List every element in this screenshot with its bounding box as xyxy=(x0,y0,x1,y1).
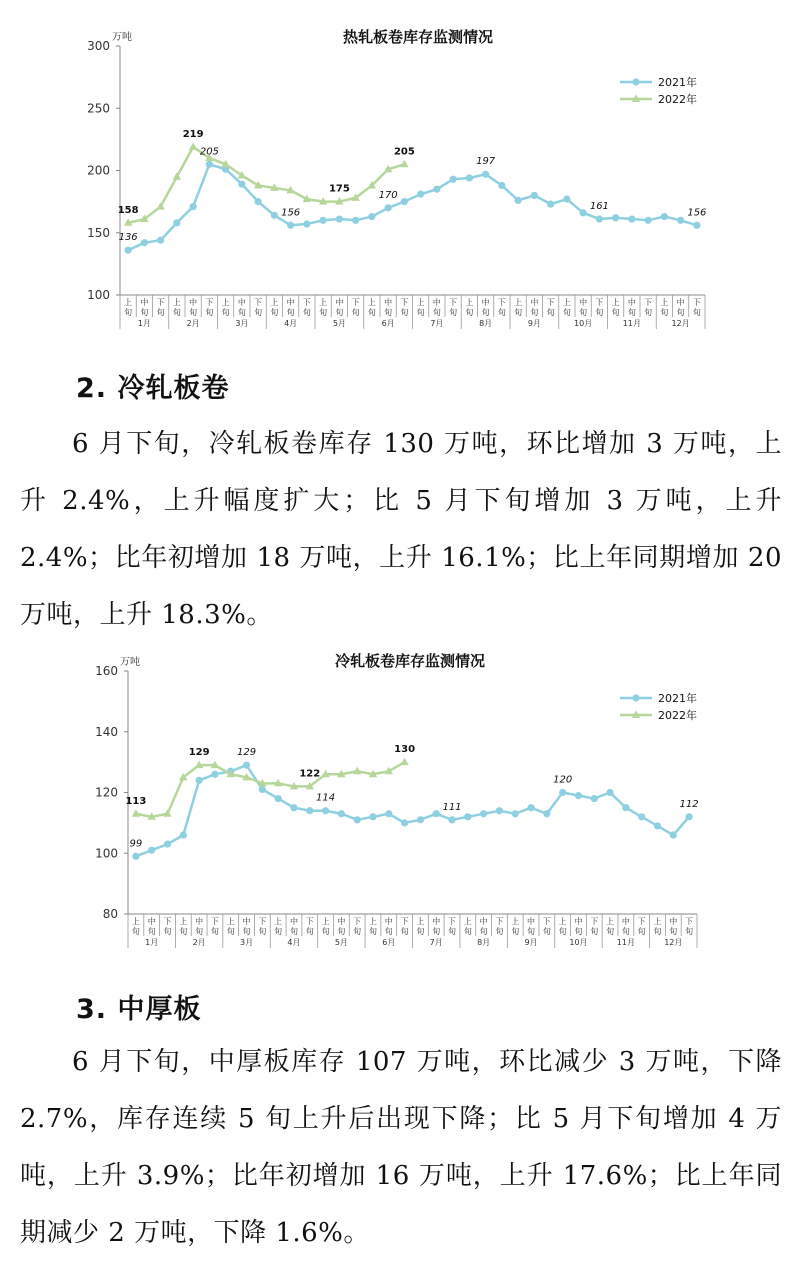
data-point-2021 xyxy=(385,204,392,211)
y-tick-label: 80 xyxy=(102,907,118,921)
data-label: 113 xyxy=(125,795,147,807)
x-period-label-bottom: 旬 xyxy=(205,308,214,317)
data-point-2021 xyxy=(275,795,282,802)
data-point-2021 xyxy=(450,176,457,183)
data-point-2021 xyxy=(433,810,440,817)
chart-title: 热轧板卷库存监测情况 xyxy=(342,28,494,46)
x-period-label-top: 下 xyxy=(210,917,219,926)
x-period-label-bottom: 旬 xyxy=(590,927,599,936)
data-point-2021 xyxy=(628,215,635,222)
x-period-label-bottom: 旬 xyxy=(400,927,409,936)
x-period-label-top: 中 xyxy=(621,917,630,926)
x-period-label-top: 上 xyxy=(172,298,181,307)
x-period-label-bottom: 旬 xyxy=(546,308,555,317)
x-month-label: 5月 xyxy=(332,319,346,328)
series-line-2022年 xyxy=(136,762,405,817)
x-period-label-top: 中 xyxy=(147,917,156,926)
x-period-label-bottom: 旬 xyxy=(353,927,362,936)
x-period-label-top: 中 xyxy=(337,917,346,926)
data-point-2021 xyxy=(206,161,213,168)
data-point-2022 xyxy=(132,809,140,817)
x-period-label-bottom: 旬 xyxy=(495,927,504,936)
data-label: 197 xyxy=(476,156,496,168)
x-month-label: 10月 xyxy=(569,938,588,947)
data-point-2021 xyxy=(622,804,629,811)
x-month-label: 3月 xyxy=(235,319,249,328)
x-period-label-bottom: 旬 xyxy=(237,308,246,317)
x-month-label: 11月 xyxy=(616,938,635,947)
data-point-2021 xyxy=(148,847,155,854)
data-point-2021 xyxy=(527,804,534,811)
x-period-label-top: 中 xyxy=(676,298,685,307)
x-month-label: 11月 xyxy=(622,319,641,328)
x-period-label-top: 下 xyxy=(400,298,409,307)
x-period-label-bottom: 旬 xyxy=(432,927,441,936)
x-period-label-bottom: 旬 xyxy=(676,308,685,317)
x-month-label: 9月 xyxy=(524,938,538,947)
x-period-label-top: 中 xyxy=(627,298,636,307)
x-period-label-bottom: 旬 xyxy=(644,308,653,317)
x-period-label-top: 下 xyxy=(258,917,267,926)
x-period-label-bottom: 旬 xyxy=(124,308,133,317)
data-point-2021 xyxy=(417,816,424,823)
x-period-label-top: 下 xyxy=(254,298,263,307)
series-line-2021年 xyxy=(128,164,697,250)
data-point-2021 xyxy=(157,237,164,244)
x-period-label-bottom: 旬 xyxy=(258,927,267,936)
x-month-label: 1月 xyxy=(137,319,151,328)
x-period-label-top: 上 xyxy=(660,298,669,307)
x-period-label-bottom: 旬 xyxy=(527,927,536,936)
x-month-label: 8月 xyxy=(477,938,491,947)
x-period-label-bottom: 旬 xyxy=(463,927,472,936)
data-point-2021 xyxy=(580,209,587,216)
x-month-label: 3月 xyxy=(239,938,254,947)
x-period-label-top: 中 xyxy=(432,917,441,926)
x-period-label-bottom: 旬 xyxy=(335,308,344,317)
data-point-2021 xyxy=(531,192,538,199)
data-point-2021 xyxy=(547,201,554,208)
data-point-2021 xyxy=(661,213,668,220)
x-period-label-top: 上 xyxy=(274,917,283,926)
x-period-label-top: 上 xyxy=(416,917,425,926)
x-period-label-bottom: 旬 xyxy=(481,308,490,317)
x-period-label-top: 下 xyxy=(590,917,599,926)
x-period-label-top: 上 xyxy=(562,298,571,307)
x-period-label-top: 下 xyxy=(692,298,701,307)
data-point-2021 xyxy=(464,813,471,820)
cold-rolled-chart-svg xyxy=(0,640,800,960)
x-period-label-top: 上 xyxy=(270,298,279,307)
data-point-2021 xyxy=(132,853,139,860)
data-label: 170 xyxy=(378,189,398,201)
x-period-label-bottom: 旬 xyxy=(195,927,204,936)
x-period-label-bottom: 旬 xyxy=(660,308,669,317)
data-label: 158 xyxy=(117,204,139,216)
data-point-2021 xyxy=(693,222,700,229)
data-point-2021 xyxy=(466,174,473,181)
plate-text: 6 月下旬，中厚板库存 107 万吨，环比减少 3 万吨，下降 2.7%，库存连续 5 旬上升后出现下降；比 5 月下旬增加 4 万吨，上升 3.9%；比年初增加 16 万吨，上升 17.6%；比上年同期减少 2 万吨，下降 1.6%。 xyxy=(20,1047,782,1248)
data-point-2022 xyxy=(163,809,171,817)
data-point-2022 xyxy=(400,160,408,168)
x-period-label-bottom: 旬 xyxy=(448,927,457,936)
data-point-2022 xyxy=(400,758,408,766)
data-label: 120 xyxy=(553,774,573,786)
x-period-label-top: 中 xyxy=(384,917,393,926)
x-period-label-top: 上 xyxy=(416,298,425,307)
data-point-2021 xyxy=(303,220,310,227)
x-period-label-top: 上 xyxy=(463,917,472,926)
data-point-2021 xyxy=(563,196,570,203)
x-period-label-top: 下 xyxy=(685,917,694,926)
plate-paragraph xyxy=(20,1034,782,1262)
x-period-label-bottom: 旬 xyxy=(302,308,311,317)
x-period-label-bottom: 旬 xyxy=(384,308,393,317)
x-period-label-top: 上 xyxy=(226,917,235,926)
x-period-label-top: 下 xyxy=(400,917,409,926)
x-period-label-bottom: 旬 xyxy=(384,927,393,936)
chart-title: 冷轧板卷库存监测情况 xyxy=(334,652,486,670)
data-label: 156 xyxy=(281,207,301,219)
data-point-2021 xyxy=(368,213,375,220)
x-period-label-top: 中 xyxy=(481,298,490,307)
x-period-label-bottom: 旬 xyxy=(497,308,506,317)
x-period-label-bottom: 旬 xyxy=(221,308,230,317)
data-label: 175 xyxy=(328,183,350,195)
x-period-label-bottom: 旬 xyxy=(270,308,279,317)
x-period-label-top: 上 xyxy=(606,917,615,926)
data-point-2021 xyxy=(677,217,684,224)
data-point-2021 xyxy=(141,239,148,246)
x-period-label-bottom: 旬 xyxy=(530,308,539,317)
x-period-label-top: 上 xyxy=(131,917,140,926)
x-period-label-bottom: 旬 xyxy=(131,927,140,936)
x-month-label: 12月 xyxy=(664,938,683,947)
y-tick-label: 150 xyxy=(87,225,110,240)
hot-rolled-inventory-chart xyxy=(0,0,800,340)
data-label: 161 xyxy=(589,201,609,213)
x-period-label-top: 中 xyxy=(335,298,344,307)
x-period-label-bottom: 旬 xyxy=(416,927,425,936)
x-period-label-bottom: 旬 xyxy=(179,927,188,936)
section-heading-plate: 3. 中厚板 xyxy=(76,994,202,1025)
x-period-label-bottom: 旬 xyxy=(416,308,425,317)
data-point-2021 xyxy=(180,831,187,838)
data-point-2021 xyxy=(271,212,278,219)
x-period-label-top: 中 xyxy=(527,917,536,926)
x-period-label-bottom: 旬 xyxy=(319,308,328,317)
data-point-2021 xyxy=(654,822,661,829)
x-period-label-bottom: 旬 xyxy=(400,308,409,317)
legend-label: 2021年 xyxy=(658,692,697,705)
data-point-2021 xyxy=(401,819,408,826)
x-period-label-bottom: 旬 xyxy=(163,927,172,936)
data-point-2021 xyxy=(559,789,566,796)
x-period-label-top: 中 xyxy=(242,917,251,926)
x-month-label: 12月 xyxy=(671,319,690,328)
x-period-label-top: 下 xyxy=(353,917,362,926)
x-period-label-bottom: 旬 xyxy=(254,308,263,317)
x-month-label: 5月 xyxy=(334,938,348,947)
data-label: 114 xyxy=(316,792,336,804)
x-period-label-bottom: 旬 xyxy=(514,308,523,317)
y-tick-label: 140 xyxy=(95,724,118,739)
x-period-label-top: 上 xyxy=(321,917,330,926)
x-period-label-bottom: 旬 xyxy=(511,927,520,936)
x-period-label-top: 下 xyxy=(302,298,311,307)
data-point-2021 xyxy=(352,217,359,224)
x-period-label-bottom: 旬 xyxy=(637,927,646,936)
data-point-2021 xyxy=(433,186,440,193)
x-period-label-bottom: 旬 xyxy=(669,927,678,936)
data-label: 99 xyxy=(129,838,143,850)
x-period-label-top: 下 xyxy=(637,917,646,926)
data-label: 112 xyxy=(679,798,699,810)
x-period-label-top: 下 xyxy=(644,298,653,307)
data-point-2021 xyxy=(322,807,329,814)
data-point-2021 xyxy=(190,203,197,210)
data-point-2021 xyxy=(670,831,677,838)
data-point-2021 xyxy=(290,804,297,811)
x-period-label-bottom: 旬 xyxy=(562,308,571,317)
x-month-label: 4月 xyxy=(287,938,301,947)
x-period-label-top: 中 xyxy=(574,917,583,926)
x-period-label-bottom: 旬 xyxy=(172,308,181,317)
data-point-2021 xyxy=(401,198,408,205)
data-point-2022 xyxy=(189,142,197,150)
x-period-label-bottom: 旬 xyxy=(692,308,701,317)
x-period-label-top: 中 xyxy=(579,298,588,307)
y-tick-label: 200 xyxy=(87,163,110,178)
data-point-2021 xyxy=(385,810,392,817)
x-period-label-top: 下 xyxy=(495,917,504,926)
x-period-label-bottom: 旬 xyxy=(367,308,376,317)
x-period-label-top: 上 xyxy=(611,298,620,307)
x-period-label-top: 中 xyxy=(140,298,149,307)
x-period-label-top: 下 xyxy=(542,917,551,926)
x-period-label-top: 中 xyxy=(384,298,393,307)
data-point-2021 xyxy=(496,807,503,814)
y-tick-label: 160 xyxy=(95,664,118,678)
data-point-2021 xyxy=(645,217,652,224)
x-period-label-bottom: 旬 xyxy=(653,927,662,936)
x-period-label-top: 中 xyxy=(237,298,246,307)
x-period-label-bottom: 旬 xyxy=(337,927,346,936)
legend-marker xyxy=(632,694,639,701)
y-tick-label: 250 xyxy=(87,101,110,116)
x-month-label: 7月 xyxy=(430,319,444,328)
data-point-2021 xyxy=(338,810,345,817)
x-month-label: 2月 xyxy=(192,938,206,947)
x-period-label-bottom: 旬 xyxy=(595,308,604,317)
x-period-label-bottom: 旬 xyxy=(558,927,567,936)
x-period-label-bottom: 旬 xyxy=(432,308,441,317)
data-point-2021 xyxy=(259,786,266,793)
cold-rolled-paragraph xyxy=(20,416,782,644)
data-point-2021 xyxy=(173,219,180,226)
x-period-label-bottom: 旬 xyxy=(147,927,156,936)
section-heading-cold-rolled: 2. 冷轧板卷 xyxy=(76,373,230,404)
x-period-label-top: 上 xyxy=(465,298,474,307)
x-period-label-top: 中 xyxy=(669,917,678,926)
hot-rolled-chart-svg xyxy=(0,0,800,340)
data-label: 111 xyxy=(442,801,462,813)
x-period-label-top: 上 xyxy=(221,298,230,307)
x-period-label-top: 中 xyxy=(189,298,198,307)
x-period-label-top: 上 xyxy=(514,298,523,307)
y-tick-label: 100 xyxy=(87,288,110,302)
legend-label: 2022年 xyxy=(658,709,697,722)
data-label: 219 xyxy=(182,128,204,140)
data-point-2021 xyxy=(320,217,327,224)
data-label: 205 xyxy=(393,146,415,158)
x-period-label-bottom: 旬 xyxy=(579,308,588,317)
x-period-label-bottom: 旬 xyxy=(305,927,314,936)
x-period-label-top: 中 xyxy=(195,917,204,926)
x-period-label-top: 下 xyxy=(448,917,457,926)
x-period-label-bottom: 旬 xyxy=(226,927,235,936)
x-period-label-bottom: 旬 xyxy=(140,308,149,317)
x-period-label-top: 上 xyxy=(367,298,376,307)
x-period-label-bottom: 旬 xyxy=(156,308,165,317)
data-point-2021 xyxy=(480,810,487,817)
x-period-label-bottom: 旬 xyxy=(274,927,283,936)
unit-label: 万吨 xyxy=(112,32,132,43)
data-point-2021 xyxy=(482,171,489,178)
cold-rolled-inventory-chart xyxy=(0,640,800,960)
x-period-label-bottom: 旬 xyxy=(542,927,551,936)
data-point-2021 xyxy=(612,214,619,221)
x-period-label-top: 中 xyxy=(432,298,441,307)
data-point-2021 xyxy=(638,813,645,820)
y-tick-label: 120 xyxy=(95,785,118,800)
data-point-2021 xyxy=(591,795,598,802)
x-period-label-bottom: 旬 xyxy=(289,927,298,936)
x-period-label-top: 中 xyxy=(479,917,488,926)
legend-label: 2021年 xyxy=(658,76,697,89)
x-period-label-top: 下 xyxy=(595,298,604,307)
data-point-2021 xyxy=(287,222,294,229)
x-period-label-top: 上 xyxy=(124,298,133,307)
x-period-label-bottom: 旬 xyxy=(627,308,636,317)
x-period-label-top: 上 xyxy=(558,917,567,926)
series-line-2021年 xyxy=(136,765,689,856)
x-period-label-bottom: 旬 xyxy=(574,927,583,936)
data-point-2021 xyxy=(196,777,203,784)
x-month-label: 7月 xyxy=(429,938,443,947)
x-period-label-top: 中 xyxy=(530,298,539,307)
y-tick-label: 300 xyxy=(87,39,110,53)
x-period-label-top: 下 xyxy=(163,917,172,926)
data-point-2021 xyxy=(211,771,218,778)
x-period-label-bottom: 旬 xyxy=(449,308,458,317)
x-month-label: 9月 xyxy=(527,319,541,328)
x-period-label-bottom: 旬 xyxy=(685,927,694,936)
x-period-label-bottom: 旬 xyxy=(189,308,198,317)
data-point-2021 xyxy=(685,813,692,820)
x-period-label-top: 上 xyxy=(319,298,328,307)
data-point-2022 xyxy=(353,767,361,775)
data-point-2021 xyxy=(606,789,613,796)
data-point-2021 xyxy=(369,813,376,820)
x-period-label-bottom: 旬 xyxy=(351,308,360,317)
series-line-2022年 xyxy=(128,147,404,223)
x-period-label-top: 上 xyxy=(368,917,377,926)
data-point-2021 xyxy=(512,810,519,817)
data-point-2021 xyxy=(336,215,343,222)
data-point-2021 xyxy=(238,181,245,188)
x-month-label: 10月 xyxy=(574,319,593,328)
x-period-label-bottom: 旬 xyxy=(210,927,219,936)
data-label: 122 xyxy=(299,768,321,780)
x-period-label-bottom: 旬 xyxy=(242,927,251,936)
cold-rolled-text: 6 月下旬，冷轧板卷库存 130 万吨，环比增加 3 万吨，上升 2.4%，上升幅度扩大；比 5 月下旬增加 3 万吨，上升 2.4%；比年初增加 18 万吨，上升 16.1%；比上年同期增加 20 万吨，上升 18.3%。 xyxy=(20,429,782,630)
data-label: 130 xyxy=(394,744,416,756)
x-period-label-top: 下 xyxy=(546,298,555,307)
x-period-label-top: 上 xyxy=(653,917,662,926)
x-period-label-bottom: 旬 xyxy=(611,308,620,317)
x-month-label: 4月 xyxy=(284,319,298,328)
data-point-2021 xyxy=(255,198,262,205)
x-month-label: 2月 xyxy=(186,319,200,328)
x-month-label: 8月 xyxy=(479,319,493,328)
data-point-2021 xyxy=(515,197,522,204)
data-point-2021 xyxy=(417,191,424,198)
x-month-label: 6月 xyxy=(382,938,396,947)
data-point-2021 xyxy=(543,810,550,817)
x-period-label-top: 下 xyxy=(497,298,506,307)
x-period-label-bottom: 旬 xyxy=(368,927,377,936)
y-tick-label: 100 xyxy=(95,846,118,861)
data-point-2021 xyxy=(306,807,313,814)
legend-marker xyxy=(632,78,639,85)
x-period-label-top: 中 xyxy=(289,917,298,926)
data-label: 129 xyxy=(188,747,210,759)
data-point-2021 xyxy=(596,215,603,222)
data-label: 156 xyxy=(687,207,707,219)
x-period-label-bottom: 旬 xyxy=(465,308,474,317)
x-period-label-top: 下 xyxy=(305,917,314,926)
x-period-label-bottom: 旬 xyxy=(286,308,295,317)
x-period-label-bottom: 旬 xyxy=(621,927,630,936)
x-period-label-top: 中 xyxy=(286,298,295,307)
x-period-label-top: 下 xyxy=(449,298,458,307)
data-point-2021 xyxy=(575,792,582,799)
x-period-label-top: 下 xyxy=(156,298,165,307)
data-point-2021 xyxy=(125,247,132,254)
x-period-label-bottom: 旬 xyxy=(606,927,615,936)
x-period-label-top: 下 xyxy=(351,298,360,307)
x-month-label: 1月 xyxy=(145,938,159,947)
legend-label: 2022年 xyxy=(658,93,697,106)
data-label: 205 xyxy=(199,146,219,158)
data-label: 129 xyxy=(236,747,257,759)
x-month-label: 6月 xyxy=(381,319,395,328)
unit-label: 万吨 xyxy=(120,657,140,668)
data-point-2021 xyxy=(243,762,250,769)
data-point-2021 xyxy=(498,182,505,189)
x-period-label-top: 上 xyxy=(511,917,520,926)
x-period-label-bottom: 旬 xyxy=(321,927,330,936)
data-point-2021 xyxy=(354,816,361,823)
data-point-2021 xyxy=(164,841,171,848)
x-period-label-top: 上 xyxy=(179,917,188,926)
data-point-2021 xyxy=(448,816,455,823)
data-label: 136 xyxy=(118,232,138,244)
x-period-label-bottom: 旬 xyxy=(479,927,488,936)
x-period-label-top: 下 xyxy=(205,298,214,307)
